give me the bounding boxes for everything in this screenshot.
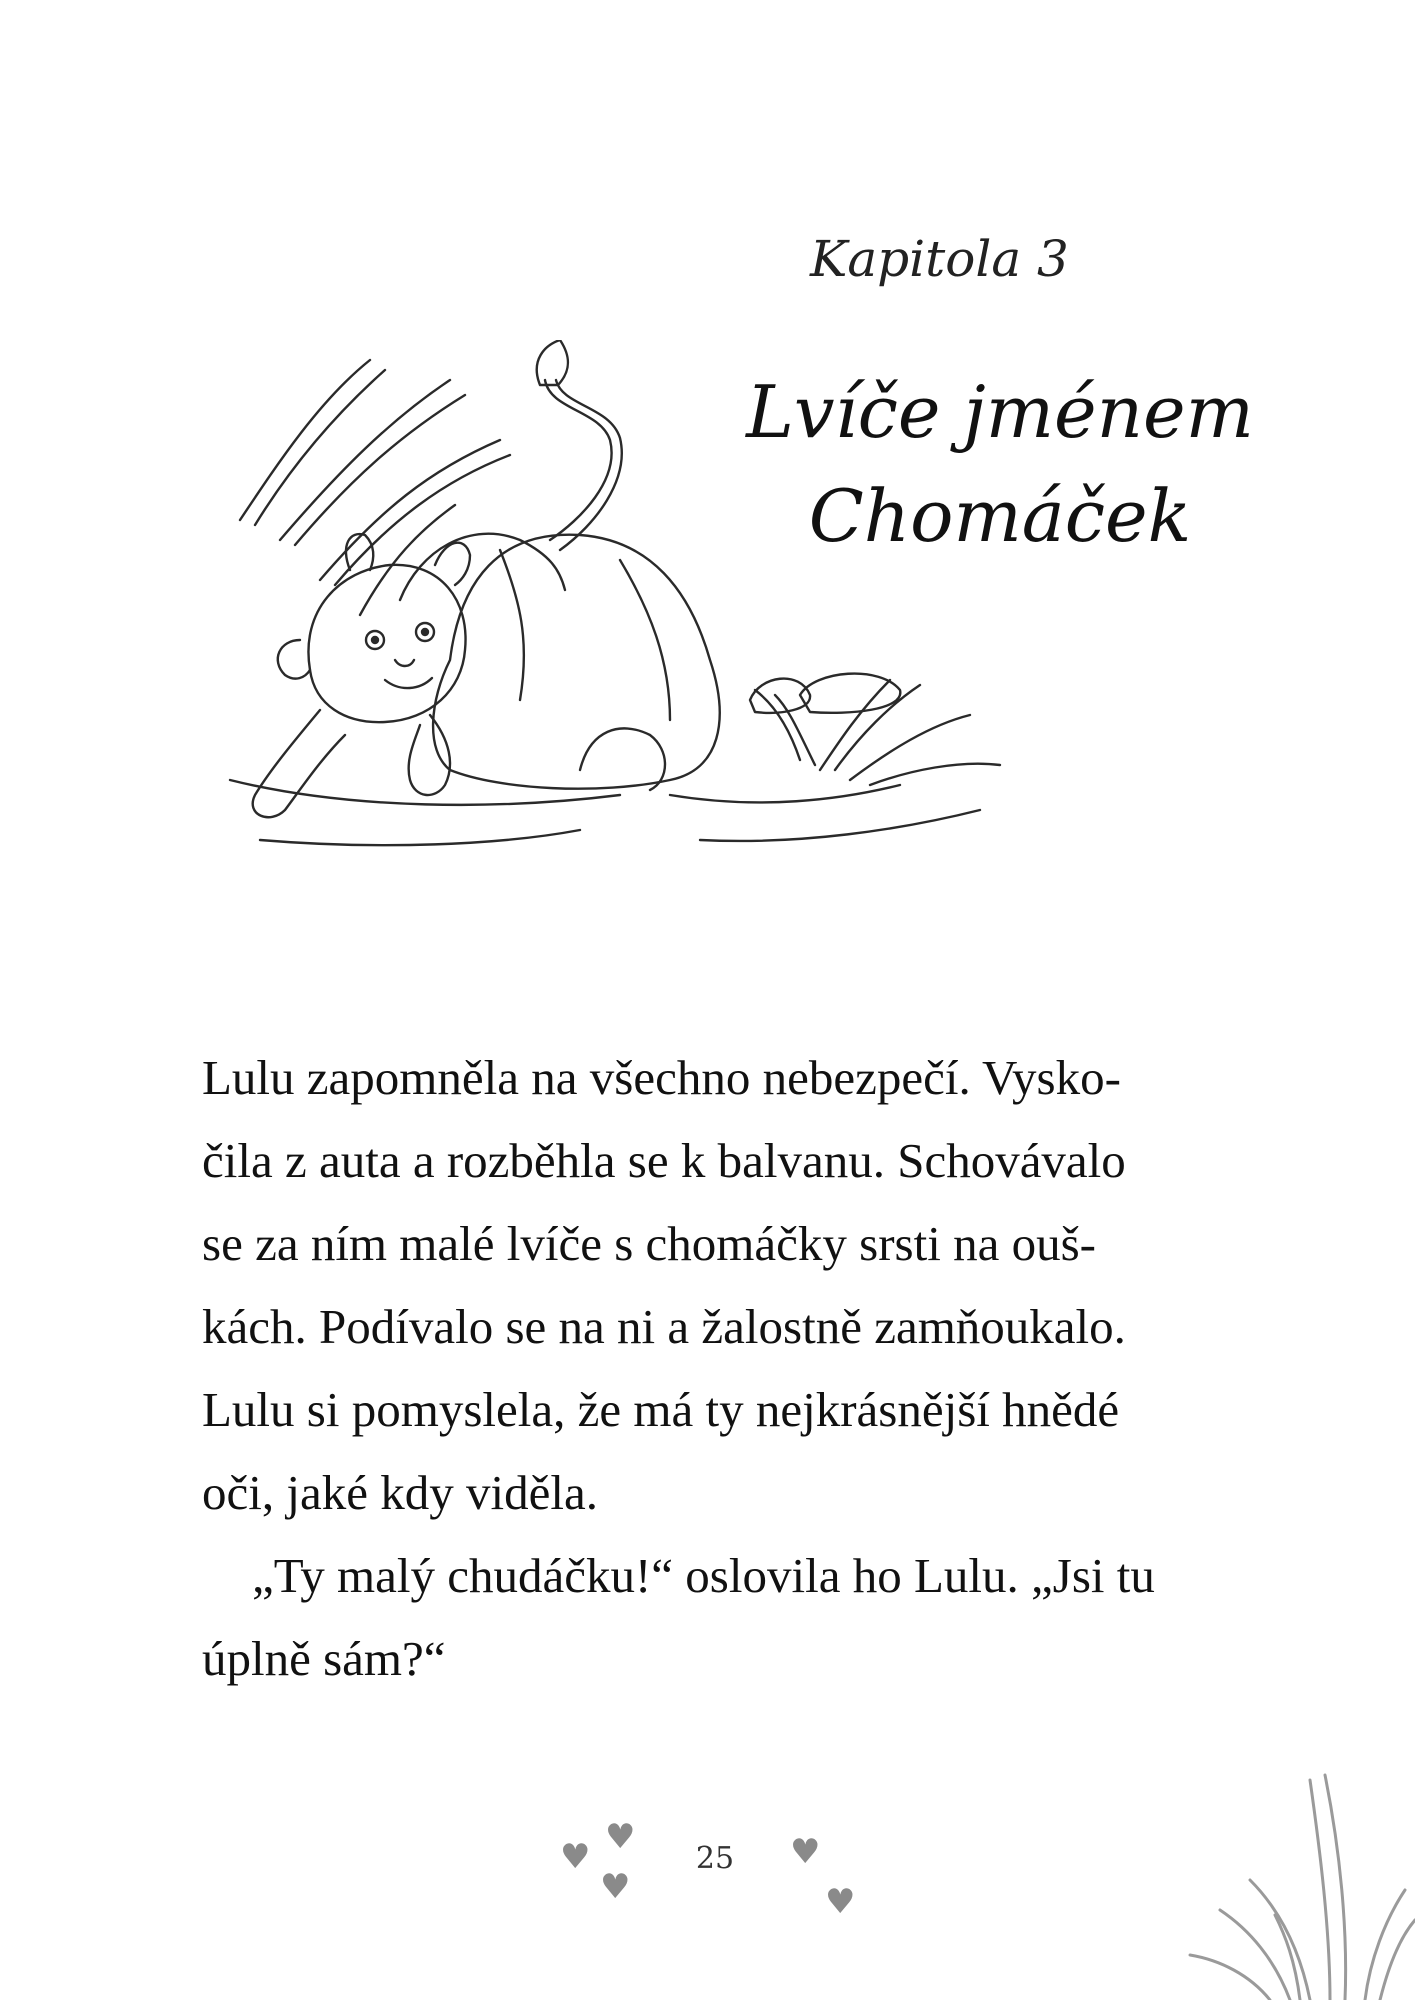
left-hearts-ornament xyxy=(560,1817,670,1920)
paragraph-1 xyxy=(202,1036,1222,1534)
cub-head xyxy=(278,534,470,722)
body-text xyxy=(202,1036,1222,1700)
heart-icon: ♥ xyxy=(825,1882,856,1922)
foreground-grass xyxy=(755,680,1000,785)
corner-grass-decoration xyxy=(1180,1760,1415,2000)
heart-icon: ♥ xyxy=(605,1817,636,1857)
boulder xyxy=(433,535,720,790)
text-line: kách. Podívalo se na ni a žalostně zamňoukalo. xyxy=(202,1299,1126,1354)
text-line: Lulu zapomněla na všechno nebezpečí. Vysko- xyxy=(202,1050,1121,1105)
text-line: čila z auta a rozběhla se k balvanu. Schovávalo xyxy=(202,1133,1126,1188)
lion-cub-illustration xyxy=(200,340,1260,880)
chapter-title-line-2: Chomáček xyxy=(808,474,1192,558)
cub-back xyxy=(400,534,565,600)
text-line: „Ty malý chudáčku!“ oslovila ho Lulu. „Jsi tu xyxy=(252,1548,1155,1603)
text-line: Lulu si pomyslela, že má ty nejkrásnější hnědé xyxy=(202,1382,1120,1437)
page-number: 25 xyxy=(695,1841,735,1876)
lion-tail xyxy=(537,340,622,550)
background-grass xyxy=(240,360,510,615)
paragraph-2 xyxy=(202,1534,1222,1700)
heart-icon: ♥ xyxy=(600,1867,631,1907)
text-line: oči, jaké kdy viděla. xyxy=(202,1465,598,1520)
chapter-label: Kapitola 3 xyxy=(810,230,1069,288)
text-line: úplně sám?“ xyxy=(202,1631,446,1686)
ground xyxy=(230,780,980,845)
heart-icon: ♥ xyxy=(560,1837,591,1877)
right-hearts-ornament xyxy=(790,1832,890,1935)
text-line: se za ním malé lvíče s chomáčky srsti na ouš- xyxy=(202,1216,1096,1271)
chapter-title-line-1: Lvíče jménem xyxy=(746,370,1254,454)
heart-icon: ♥ xyxy=(790,1832,821,1872)
